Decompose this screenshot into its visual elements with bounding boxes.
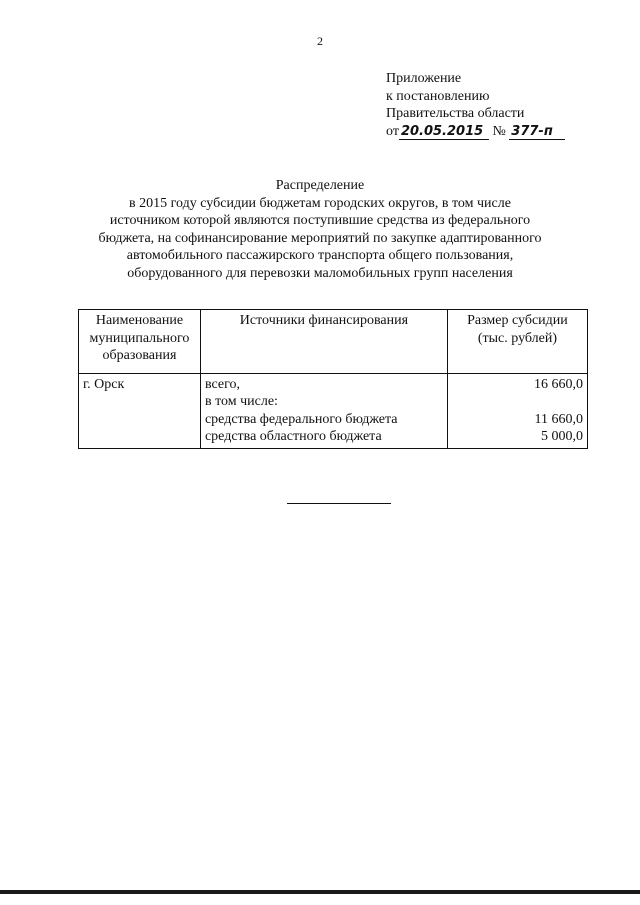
appendix-line-3: Правительства области bbox=[386, 106, 525, 121]
number-prefix: № bbox=[492, 123, 506, 139]
appendix-date-line bbox=[386, 123, 565, 141]
document-title bbox=[0, 177, 640, 282]
title-line: источником которой являются поступившие средства из федерального bbox=[109, 213, 531, 228]
cell-amounts bbox=[447, 373, 587, 448]
header-amount-line: (тыс. рублей) bbox=[477, 330, 558, 346]
amount-value: 16 660,0 bbox=[534, 376, 583, 392]
header-municipality-line: муниципального bbox=[89, 330, 190, 346]
source-line: всего, bbox=[204, 376, 240, 392]
table-row bbox=[79, 373, 588, 448]
amount-value bbox=[452, 393, 583, 411]
cell-sources bbox=[200, 373, 447, 448]
subsidy-table bbox=[78, 309, 588, 449]
title-line: Распределение bbox=[275, 178, 365, 193]
scan-edge-bar bbox=[0, 890, 640, 894]
appendix-header bbox=[386, 70, 565, 140]
handwritten-date: 20.05.2015 bbox=[399, 125, 489, 140]
header-sources: Источники финансирования bbox=[200, 310, 447, 374]
header-amount-line: Размер субсидии bbox=[467, 313, 568, 328]
appendix-line-2: к постановлению bbox=[386, 88, 490, 104]
cell-municipality: г. Орск bbox=[79, 373, 201, 448]
header-amount bbox=[447, 310, 587, 374]
end-separator-line bbox=[287, 503, 391, 504]
appendix-line-1: Приложение bbox=[386, 71, 462, 86]
header-municipality bbox=[79, 310, 201, 374]
source-line: в том числе: bbox=[204, 394, 278, 409]
amount-value: 11 660,0 bbox=[534, 411, 583, 427]
title-line: бюджета, на софинансирование мероприятий по закупке адаптированного bbox=[98, 230, 542, 246]
title-line: в 2015 году субсидии бюджетам городских округов, в том числе bbox=[129, 195, 511, 211]
header-municipality-line: Наименование bbox=[95, 313, 184, 328]
title-line: автомобильного пассажирского транспорта общего пользования, bbox=[126, 248, 514, 263]
table-header-row bbox=[79, 310, 588, 374]
title-line: оборудованного для перевозки маломобильных групп населения bbox=[127, 265, 513, 281]
page-number: 2 bbox=[317, 34, 323, 48]
handwritten-number: 377-п bbox=[509, 125, 565, 140]
amount-value: 5 000,0 bbox=[541, 429, 583, 444]
source-line: средства федерального бюджета bbox=[204, 411, 398, 427]
header-municipality-line: образования bbox=[102, 348, 177, 363]
from-prefix: от bbox=[386, 123, 399, 139]
source-line: средства областного бюджета bbox=[204, 429, 382, 444]
